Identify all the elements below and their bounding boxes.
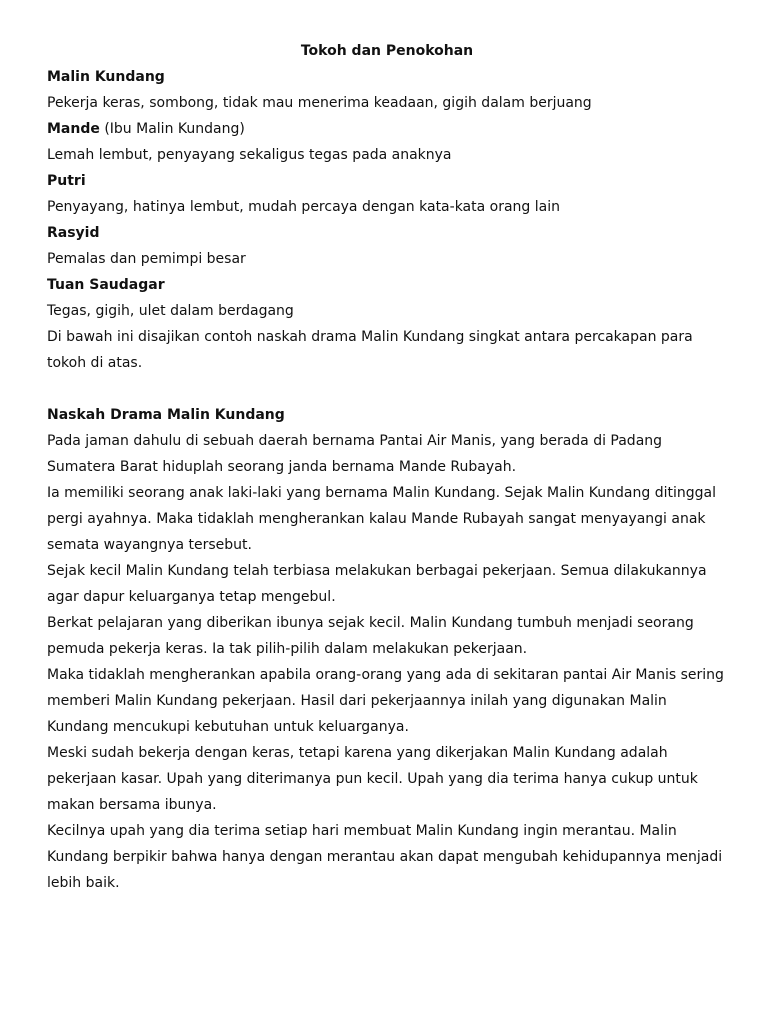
story-paragraph: Berkat pelajaran yang diberikan ibunya sejak kecil. Malin Kundang tumbuh menjadi seorang pemuda pekerja keras. Ia tak pilih-pilih dalam melakukan pekerjaan. — [47, 615, 694, 657]
character-name — [47, 64, 727, 90]
character-name-text: Malin Kundang — [47, 69, 165, 85]
paragraph-spacer — [47, 376, 727, 402]
story-body — [47, 428, 727, 896]
character-name — [47, 168, 727, 194]
character-desc: Lemah lembut, penyayang sekaligus tegas pada anaknya — [47, 147, 452, 163]
story-paragraph: Meski sudah bekerja dengan keras, tetapi karena yang dikerjakan Malin Kundang adalah pekerjaan kasar. Upah yang diterimanya pun kecil. Upah yang dia terima hanya cukup untuk makan bersama ibunya. — [47, 745, 698, 813]
story-paragraph: Maka tidaklah mengherankan apabila orang-orang yang ada di sekitaran pantai Air Manis sering memberi Malin Kundang pekerjaan. Hasil dari pekerjaannya inilah yang digunakan Malin Kundang mencukupi kebutuhan untuk keluarganya. — [47, 667, 724, 735]
character-name — [47, 116, 727, 142]
character-name-text: Tuan Saudagar — [47, 277, 165, 293]
story-paragraph: Sejak kecil Malin Kundang telah terbiasa melakukan berbagai pekerjaan. Semua dilakukannya agar dapur keluarganya tetap mengebul. — [47, 563, 707, 605]
document-page — [47, 38, 727, 896]
character-name — [47, 272, 727, 298]
document-title: Tokoh dan Penokohan — [300, 43, 474, 59]
story-paragraph: Pada jaman dahulu di sebuah daerah bernama Pantai Air Manis, yang berada di Padang Sumatera Barat hiduplah seorang janda bernama Mande Rubayah. — [47, 433, 663, 475]
story-paragraph: Ia memiliki seorang anak laki-laki yang bernama Malin Kundang. Sejak Malin Kundang ditinggal pergi ayahnya. Maka tidaklah mengherankan kalau Mande Rubayah sangat menyayangi anak semata wayangnya tersebut. — [47, 485, 716, 553]
character-desc: Pekerja keras, sombong, tidak mau menerima keadaan, gigih dalam berjuang — [47, 95, 592, 111]
character-name-text: Rasyid — [47, 225, 100, 241]
character-list — [47, 64, 727, 324]
intro-paragraph: Di bawah ini disajikan contoh naskah drama Malin Kundang singkat antara percakapan para tokoh di atas. — [47, 329, 693, 371]
story-paragraph: Kecilnya upah yang dia terima setiap hari membuat Malin Kundang ingin merantau. Malin Kundang berpikir bahwa hanya dengan merantau akan dapat mengubah kehidupannya menjadi lebih baik. — [47, 823, 723, 891]
character-note: (Ibu Malin Kundang) — [99, 121, 245, 137]
character-desc: Tegas, gigih, ulet dalam berdagang — [47, 303, 294, 319]
character-name — [47, 220, 727, 246]
character-desc: Penyayang, hatinya lembut, mudah percaya dengan kata-kata orang lain — [47, 199, 560, 215]
character-desc: Pemalas dan pemimpi besar — [47, 251, 246, 267]
character-name-text: Putri — [47, 173, 86, 189]
section-title: Naskah Drama Malin Kundang — [47, 407, 285, 423]
character-name-text: Mande — [47, 121, 100, 137]
